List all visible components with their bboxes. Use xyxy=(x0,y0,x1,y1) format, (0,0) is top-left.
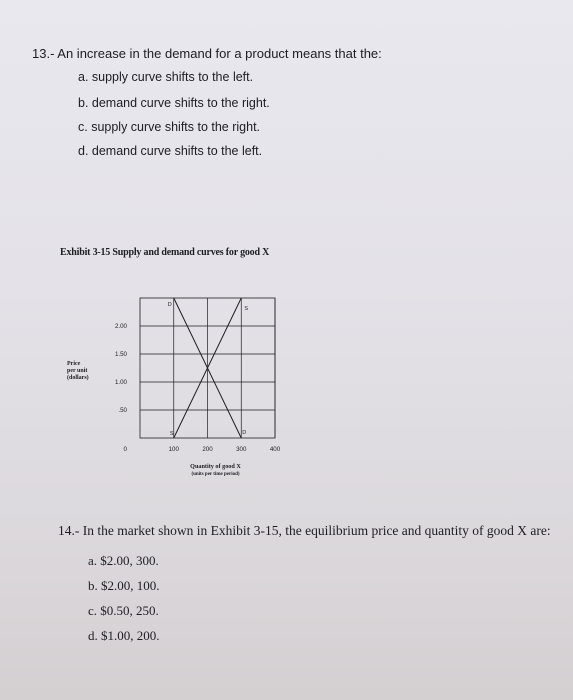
chart-y-ticks xyxy=(115,323,128,453)
y-tick-label: 2.00 xyxy=(114,323,127,330)
curve-label-d-start: D xyxy=(167,302,172,308)
question-13-option-d: d. demand curve shifts to the left. xyxy=(78,144,263,158)
y-axis-label-line: (dollars) xyxy=(67,375,89,381)
y-tick-label: 0 xyxy=(123,446,127,453)
y-axis-label-line: Price xyxy=(67,361,81,367)
question-14-option-c: c. $0.50, 250. xyxy=(88,603,159,618)
x-tick-label: 200 xyxy=(202,446,213,453)
x-tick-label: 400 xyxy=(269,446,281,453)
y-axis-label-line: per unit xyxy=(67,368,88,374)
question-14-option-b: b. $2.00, 100. xyxy=(88,578,160,593)
exhibit-caption: Exhibit 3-15 Supply and demand curves for good X xyxy=(60,247,270,258)
question-14-option-d: d. $1.00, 200. xyxy=(88,628,160,643)
chart-x-ticks xyxy=(169,446,281,453)
supply-demand-chart xyxy=(55,288,315,488)
y-tick-label: 1.00 xyxy=(114,379,127,386)
x-axis-label-line: (units per time period) xyxy=(191,472,240,477)
question-13-option-b: b. demand curve shifts to the right. xyxy=(78,96,270,110)
chart-y-label xyxy=(67,361,89,381)
curve-label-s-end: S xyxy=(244,306,249,312)
question-14-title: 14.- In the market shown in Exhibit 3-15, the equilibrium price and quantity of good X are: xyxy=(58,523,551,538)
x-tick-label: 300 xyxy=(236,446,247,453)
y-tick-label: 1.50 xyxy=(114,351,127,358)
x-axis-label-line: Quantity of good X xyxy=(190,463,241,470)
question-14-option-a: a. $2.00, 300. xyxy=(88,553,159,568)
curve-label-s-start: S xyxy=(169,431,174,437)
question-13-title: 13.- An increase in the demand for a product means that the: xyxy=(32,46,382,61)
question-13-option-a: a. supply curve shifts to the left. xyxy=(78,70,254,84)
x-tick-label: 100 xyxy=(168,446,179,453)
chart-x-label xyxy=(190,463,241,477)
question-13-option-c: c. supply curve shifts to the right. xyxy=(78,120,261,134)
y-tick-label: .50 xyxy=(118,407,127,414)
curve-label-d-end: D xyxy=(242,430,247,436)
